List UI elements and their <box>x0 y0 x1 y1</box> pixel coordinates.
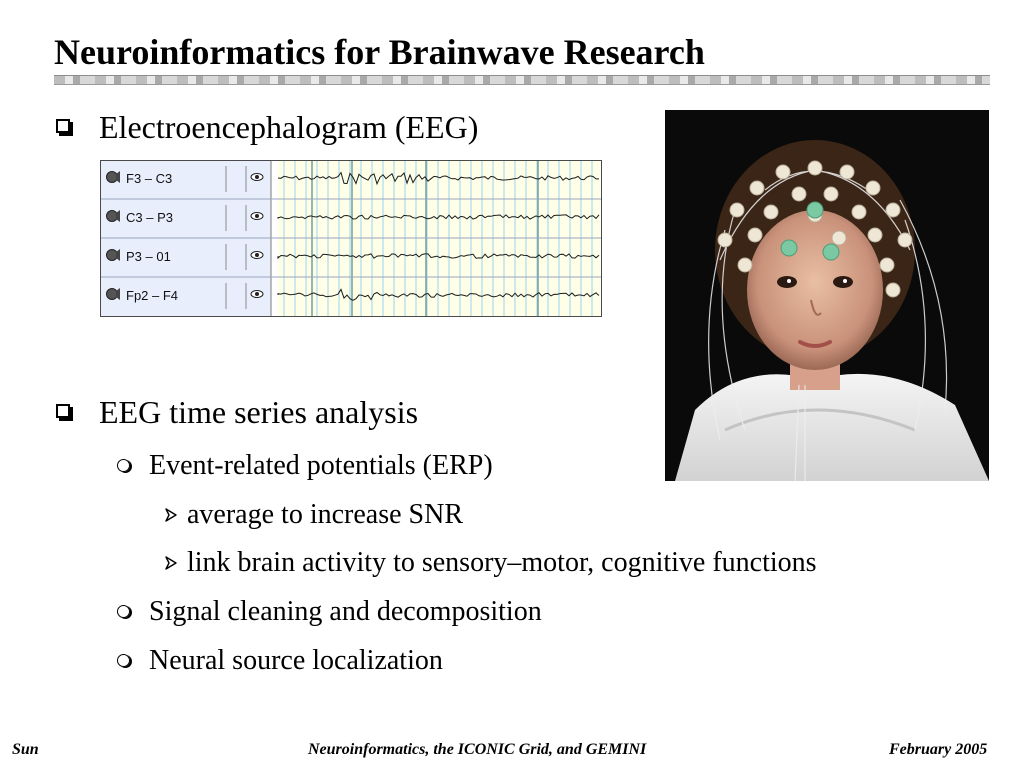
arrowhead-bullet-icon <box>164 556 178 570</box>
speaker-icon <box>107 288 121 300</box>
speaker-icon <box>107 171 121 183</box>
title-rule <box>54 75 990 85</box>
subbullet-erp: Event-related potentials (ERP) <box>149 450 493 481</box>
eye-icon <box>251 174 263 181</box>
slide-title: Neuroinformatics for Brainwave Research <box>54 32 705 72</box>
circle-bullet-icon <box>117 459 130 472</box>
bullet-analysis: EEG time series analysis <box>99 394 419 430</box>
box-bullet-icon <box>56 119 70 133</box>
subbullet-cleaning: Signal cleaning and decomposition <box>149 596 542 627</box>
footer-presentation-title: Neuroinformatics, the ICONIC Grid, and GEMINI <box>308 741 647 758</box>
bullet-eeg: Electroencephalogram (EEG) <box>99 109 479 145</box>
box-bullet-icon <box>56 404 70 418</box>
eeg-channel-label: Fp2 – F4 <box>126 288 179 303</box>
child-eeg-cap-photo <box>665 110 989 481</box>
eeg-channel-label: F3 – C3 <box>126 171 173 186</box>
subsub-link: link brain activity to sensory–motor, cognitive functions <box>187 547 817 578</box>
eye-icon <box>251 252 263 259</box>
subsub-snr: average to increase SNR <box>187 499 463 530</box>
arrowhead-bullet-icon <box>164 508 178 522</box>
footer-author: Sun <box>12 741 39 758</box>
circle-bullet-icon <box>117 605 130 618</box>
eeg-channel-label: C3 – P3 <box>126 210 173 225</box>
subbullet-localization: Neural source localization <box>149 645 443 676</box>
speaker-icon <box>107 210 121 222</box>
circle-bullet-icon <box>117 654 130 667</box>
eeg-recording-panel <box>100 160 602 317</box>
eye-icon <box>251 213 263 220</box>
eeg-channel-label: P3 – 01 <box>126 249 171 264</box>
speaker-icon <box>107 249 121 261</box>
eye-icon <box>251 291 263 298</box>
footer-date: February 2005 <box>889 741 988 758</box>
